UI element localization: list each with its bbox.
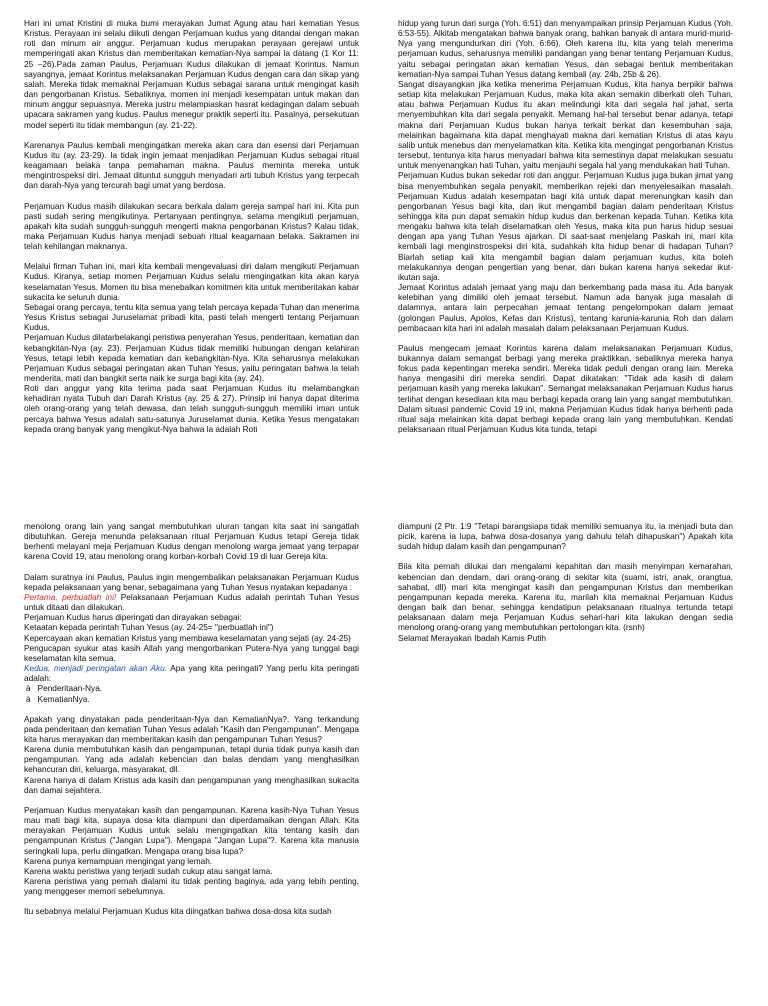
bullet-marker: à [26, 683, 31, 694]
paragraph: Karenanya Paulus kembali mengingatkan mereka akan cara dan esensi dari Perjamuan Kudus itu (ay. 23-29). Ia tidak ingin jemaat menjadikan Perjamuan Kudus sebagai ritual keagamaan belaka tanpa pemahaman makna. Paulus meminta mereka untuk mengintrospeksi diri. Jemaat dituntut sungguh menyadari arti tubuh Kristus yang terpecah dan darah-Nya yang tercurah bagi umat yang berdosa. [24, 139, 359, 191]
paragraph: Kepercayaan akan kematian Kristus yang membawa keselamatan yang sejati (ay. 24-25) [24, 632, 351, 643]
paragraph: Perjamuan Kudus harus diperingati dan dirayakan sebagai: [24, 612, 242, 623]
bullet-item [26, 683, 359, 693]
paragraph: Ketaatan kepada perintah Tuhan Yesus (ay. 24-25= "perbuatlah ini") [24, 622, 274, 633]
first-point-paragraph [24, 592, 359, 612]
paragraph: Bila kita pernah dilukai dan mengalami kepahitan dan masih menyimpan kemarahan, kebencian dan dendam, dari orang-orang di sekitar kita (suami, istri, anak, orangtua, sahabat, dll) mari kita mengingat kasih dan pengampunan Kristus dan memberikan pengampunan kepada mereka. Karena itu, marilah kita memaknai Perjamuan Kudus dengan baik dan benar, sehingga kendatipun pelaksanaan ritualnya tertunda tetapi pelaksanaan dalam meja Perjamuan Kudus sehari-hari kita lakukan dengan sedia menolong orang-orang yang membutuhkan pertolongan kita. (rsnh) [398, 561, 733, 633]
paragraph: Melalui firman Tuhan ini, mari kita kembali mengevaluasi diri dalam mengikuti Perjamuan Kudus. Kiranya, setiap momen Perjamuan Kudus selalu mengingatkan kita akan karya keselamatan Yesus. Momen itu bisa menebalkan komitmen kita untuk memberitakan kabar sukacita ke seluruh dunia. [24, 261, 359, 302]
first-point-heading: Pertama, perbuatlah ini! [24, 591, 117, 602]
paragraph: Jemaat Korintus adalah jemaat yang maju dan berkembang pada masa itu. Ada banyak kelebihan yang dimiliki oleh jemaat tersebut. Namun ada banyak juga masalah di dalamnya, antara lain perpecahan jemaat tentang pengelompokan dalam jemaat (golongan Paulus, Apolos, Kefas dan Kristus), tentang karunia-karunia Roh dan dalam pembacaan kita hari ini adalah masalah dalam pelaksanaan Perjamuan Kudus. [398, 282, 733, 333]
first-point-text: Pelaksanaan Perjamuan Kudus adalah perintah Tuhan Yesus untuk ditaati dan dilakukan. [24, 591, 359, 613]
closing-greeting: Selamat Merayakan Ibadah Kamis Putih [398, 632, 547, 643]
bullet-marker: à [26, 693, 31, 704]
paragraph-gap [24, 896, 359, 906]
paragraph: Karena dunia membutuhkan kasih dan pengampunan, tetapi dunia tidak punya kasih dan pengampunan. Yang ada adalah kebencian dan balas dendam yang menghasilkan kehancuran diri, keluarga, masyarakat, dll. [24, 744, 359, 775]
page-two [0, 503, 768, 1006]
bullet-text: KematianNya. [37, 693, 90, 704]
paragraph: Perjamuan Kudus masih dilakukan secara berkala dalam gereja sampai hari ini. Kita pun pasti sudah sering mengikutinya. Pertanyaan pentingnya, selama mengikuti perjamuan, apakah kita sudah sungguh-sungguh mengerti makna pengorbanan Kristus? Kalau tidak, maka Perjamuan Kudus hanya menjadi sebuah ritual keagamaan belaka. Sakramen ini telah kehilangan maknanya. [24, 200, 359, 252]
paragraph: Perjamuan Kudus dilatarbelakangi peristiwa penyerahan Yesus, penderitaan, kematian dan kebangkitan-Nya (ay. 23). Perjamuan Kudus tidak memiliki hubungan dengan kelahiran Yesus, tetapi lebih kepada kematian dan kebangkitan-Nya. Kita seharusnya melakukan Perjamuan Kudus sebagai peringatan akan Tuhan Yesus, yaitu peringatan bahwa la telah menderita, mati dan bangkit serta naik ke surga bagi kita (ay. 24). [24, 332, 359, 383]
second-point-text: Apa yang kita peringati? Yang perlu kita peringati adalah: [24, 663, 359, 684]
paragraph-gap [24, 704, 359, 714]
paragraph: Paulus mengecam jemaat Korintus karena dalam melaksanakan Perjamuan Kudus, bukannya dalam semangat berbagi yang mereka praktikkan, sebaliknya mereka hanya fokus pada kepentingan mereka sendiri. Mereka tidak peduli dengan orang lain. Mereka hanya mengasihi diri mereka sendiri. Dapat dikatakan: "Tidak ada kasih di dalam perjamuan kasih yang mereka lakukan". Semangat melaksanakan Perjamuan Kudus harus terlihat dengan kesediaan kita mau berbagi kepada orang lain yang sangat membutuhkan. Dalam situasi pandemic Covid 19 ini, makna Perjamuan Kudus tidak hanya berhenti pada ritual saja melainkan kita dapat berbagi kepada orang lain yang membutuhkan. Kendati pelaksanaan ritual Perjamuan Kudus kita tunda, tetapi [398, 342, 733, 435]
page-one-right-column [398, 18, 733, 434]
paragraph: hidup yang turun dari surga (Yoh. 6:51) dan menyampaikan prinsip Perjamuan Kudus (Yoh. 6:53-55). Alkitab mengatakan bahwa banyak orang, bahkan banyak di antara murid-murid-Nya yang mengundurkan diri (Yoh. 6:66). Oleh karena itu, kita yang telah menerima perjamuan kudus, seharusnya memiliki pandangan yang benar tentang Perjamuan Kudus, yaitu sebagai peringatan akan kematian Yesus, dan sebagai bentuk memberitakan kematian-Nya sampai Tuhan Yesus datang kembali (ay. 24b, 25b & 26). [398, 18, 733, 79]
page-two-left-column [24, 521, 359, 916]
paragraph: Perjamuan Kudus bukan sekedar roti dan anggur. Perjamuan Kudus juga bukan jimat yang bisa menyembuhkan segala penyakit, memberikan rejeki dan menyelesaikan masalah. Perjamuan Kudus adalah kesempatan bagi kita untuk dapat merenungkan kasih dan pengorbanan Yesus bagi kita, dan ikut mengambil bagian dalam penderitaan Kristus sehingga kita pun dapat semakin hidup kudus dan berkenan kepada Tuhan. Ketika kita mengaku bahwa kita telah diselamatkan oleh Yesus, maka kita pun harus hidup sesuai dengan apa yang Tuhan Yesus ajarkan. Di saat-saat menjelang Paskah ini, mari kita kembali lagi menginstrospeksi diri kita, sudahkah kita hidup benar di hadapan Tuhan? Biarlah setiap kali kita mengambil bagian dalam perjamuan kudus, kita boleh melakukannya dengan pengertian yang benar, dan bukan karena hanya sekedar ikut-ikutan saja. [398, 170, 733, 282]
paragraph-gap [24, 191, 359, 201]
second-point-paragraph [24, 663, 359, 683]
paragraph-gap [24, 562, 359, 572]
second-point-heading: Kedua, menjadi peringatan akan Aku. [24, 663, 168, 674]
paragraph: Pengucapan syukur atas kasih Allah yang mengorbankan Putera-Nya yang tunggal bagi keselamatan kita semua. [24, 642, 359, 663]
paragraph-gap [398, 551, 733, 561]
paragraph: Itu sebabnya melalui Perjamuan Kudus kita diingatkan bahwa dosa-dosa kita sudah [24, 906, 332, 917]
paragraph: Karena punya kemampuan mengingat yang lemah. [24, 855, 213, 866]
paragraph-gap [24, 130, 359, 140]
paragraph: Apakah yang dinyatakan pada penderitaan-Nya dan KematianNya?. Yang terkandung pada penderitaan dan kematian Tuhan Yesus adalah "Kasih dan Pengampunan". Mengapa kita harus merayakan dan memberitakan kasih dan pengampunan Tuhan Yesus? [24, 713, 359, 744]
bullet-item [26, 694, 359, 704]
bullet-text: Penderitaan-Nya. [37, 683, 103, 694]
paragraph: Dalam suratnya ini Paulus, Paulus ingin mengembalikan pelaksanakan Perjamuan Kudus kepada pelaksanaan yang benar, sebagaimana yang Tuhan Yesus nyatakan kepadanya : [24, 571, 359, 592]
paragraph: menolong orang lain yang sangat membutuhkan uluran tangan kita saat ini sangatlah dibutuhkan. Gereja menunda pelaksanaan ritual Perjamuan Kudus tetapi Gereja tidak berhenti melayani meja Perjamuan Kudus dengan menolong warga jemaat yang terpapar karena Covid 19, atau menolong orang korban-korbah Covid 19 di luar Gereja kita. [24, 521, 359, 562]
paragraph: Karena waktu peristiwa yang terjadi sudah cukup atau sangat lama. [24, 865, 273, 876]
paragraph: Karena peristiwa yang pernah dialami itu tidak penting baginya, ada yang lebih penting, yang menggeser memori sebelumnya. [24, 876, 359, 897]
paragraph-gap [24, 251, 359, 261]
paragraph: Roti dan anggur yang kita terima pada saat Perjamuan Kudus itu melambangkan kehadiran nyata Tubuh dan Darah Kristus (ay. 25 & 27). Prinsip ini hanya dapat diterima oleh orang-orang yang telah dewasa, dan telah sungguh-sungguh memiliki iman untuk percaya bahwa Yesus adalah satu-satunya Juruselamat dunia. Ketika Yesus mengatakan kepada orang banyak yang mengikut-Nya bahwa la adalah Roti [24, 383, 359, 434]
paragraph: Sebagai orang percaya, tentu kita semua yang telah percaya kepada Tuhan dan menerima Yesus Kristus sebagai Juruselamat pribadi kita, pasti telah mengerti tentang Perjamuan Kudus. [24, 301, 359, 333]
paragraph-gap [24, 795, 359, 805]
paragraph: Sangat disayangkan jika ketika menerima Perjamuan Kudus, kita hanya berpikir bahwa setiap kita melakukan Perjamuan Kudus, maka kita akan semakin diberkati oleh Tuhan, atau bahwa Perjamuan Kudus itu akan melindungi kita dari segala hal jahat, serta menyembuhkan kita dari segala penyakit. Memang hal-hal tersebut benar adanya, tetapi makna dari Perjamuan Kudus bukan hanya terkait berkat dan kesembuhan saja, melainkan bagaimana kita dapat menghayati makna dari kematian Kristus di atas kayu salib untuk menebus dan menyelamatkan kita. Ketika kita mengingat pengorbanan Kristus tersebut, tentunya kita harus menyadari bahwa kita semestinya dapat melakukan sesuatu untuk menyenangkan hati Tuhan, yaitu menjauhi segala hal yang mendukakan hati Tuhan. [398, 78, 733, 171]
paragraph: Perjamuan Kudus menyatakan kasih dan pengampunan. Karena kasih-Nya Tuhan Yesus mau mati bagi kita, supaya dosa kita diampuni dan diperdamaikan dengan Allah. Kita merayakan Perjamuan Kudus untuk selalu mengingatkan kita tentang kasih dan pengampunan Kristus ("Jangan Lupa"). Mengapa "Jangan Lupa"?. Karena kita manusia seringkali lupa, perlu diingatkan. Mengapa orang bisa lupa? [24, 804, 359, 856]
paragraph: diampuni (2 Ptr. 1:9 "Tetapi barangsiapa tidak memiliki semuanya itu, ia menjadi buta dan picik, karena ia lupa, bahwa dosa-dosanya yang dahulu telah dihapuskan") Apakah kita sudah hidup dalam kasih dan pengampunan? [398, 521, 733, 552]
paragraph: Karena hanya di dalam Kristus ada kasih dan pengampunan yang menghasilkan sukacita dan damai sejahtera. [24, 774, 359, 795]
page-one-left-column [24, 18, 359, 434]
paragraph: Hari ini umat Kristini di muka bumi merayakan Jumat Agung atau hari kematian Yesus Kristus. Perayaan ini selalu diikuti dengan Perjamuan kudus yang ditandai dengan makan roti dan minum air anggur. Perjamuan kudus merupakan perayaan gerejawi untuk memperingati akan Kristus dan memberitakan kematian-Nya sampai la datang (1 Kor 11: 25 –26).Pada zaman Paulus, Perjamuan Kudus dilakukan di jemaat Korintus. Namun sayangnya, jemaat Korintus melaksanakan Perjamuan Kudus dengan cara dan sikap yang salah. Mereka tidak memaknai Perjamuan Kudus sebagai sarana untuk mengingat kasih dan pengorbanan Kristus. Sebaliknya, momen ini menjadi kesempatan untuk makan dan minum anggur sepuasnya. Mereka justru melampiaskan hasrat kedagingan dalam sebuah upacara sakramen yang kudus. Paulus menegur praktik seperti itu. Pasalnya, persekutuan model seperti itu tidak membangun (ay. 21-22). [24, 18, 359, 130]
paragraph-gap [398, 333, 733, 343]
page-two-right-column [398, 521, 733, 643]
